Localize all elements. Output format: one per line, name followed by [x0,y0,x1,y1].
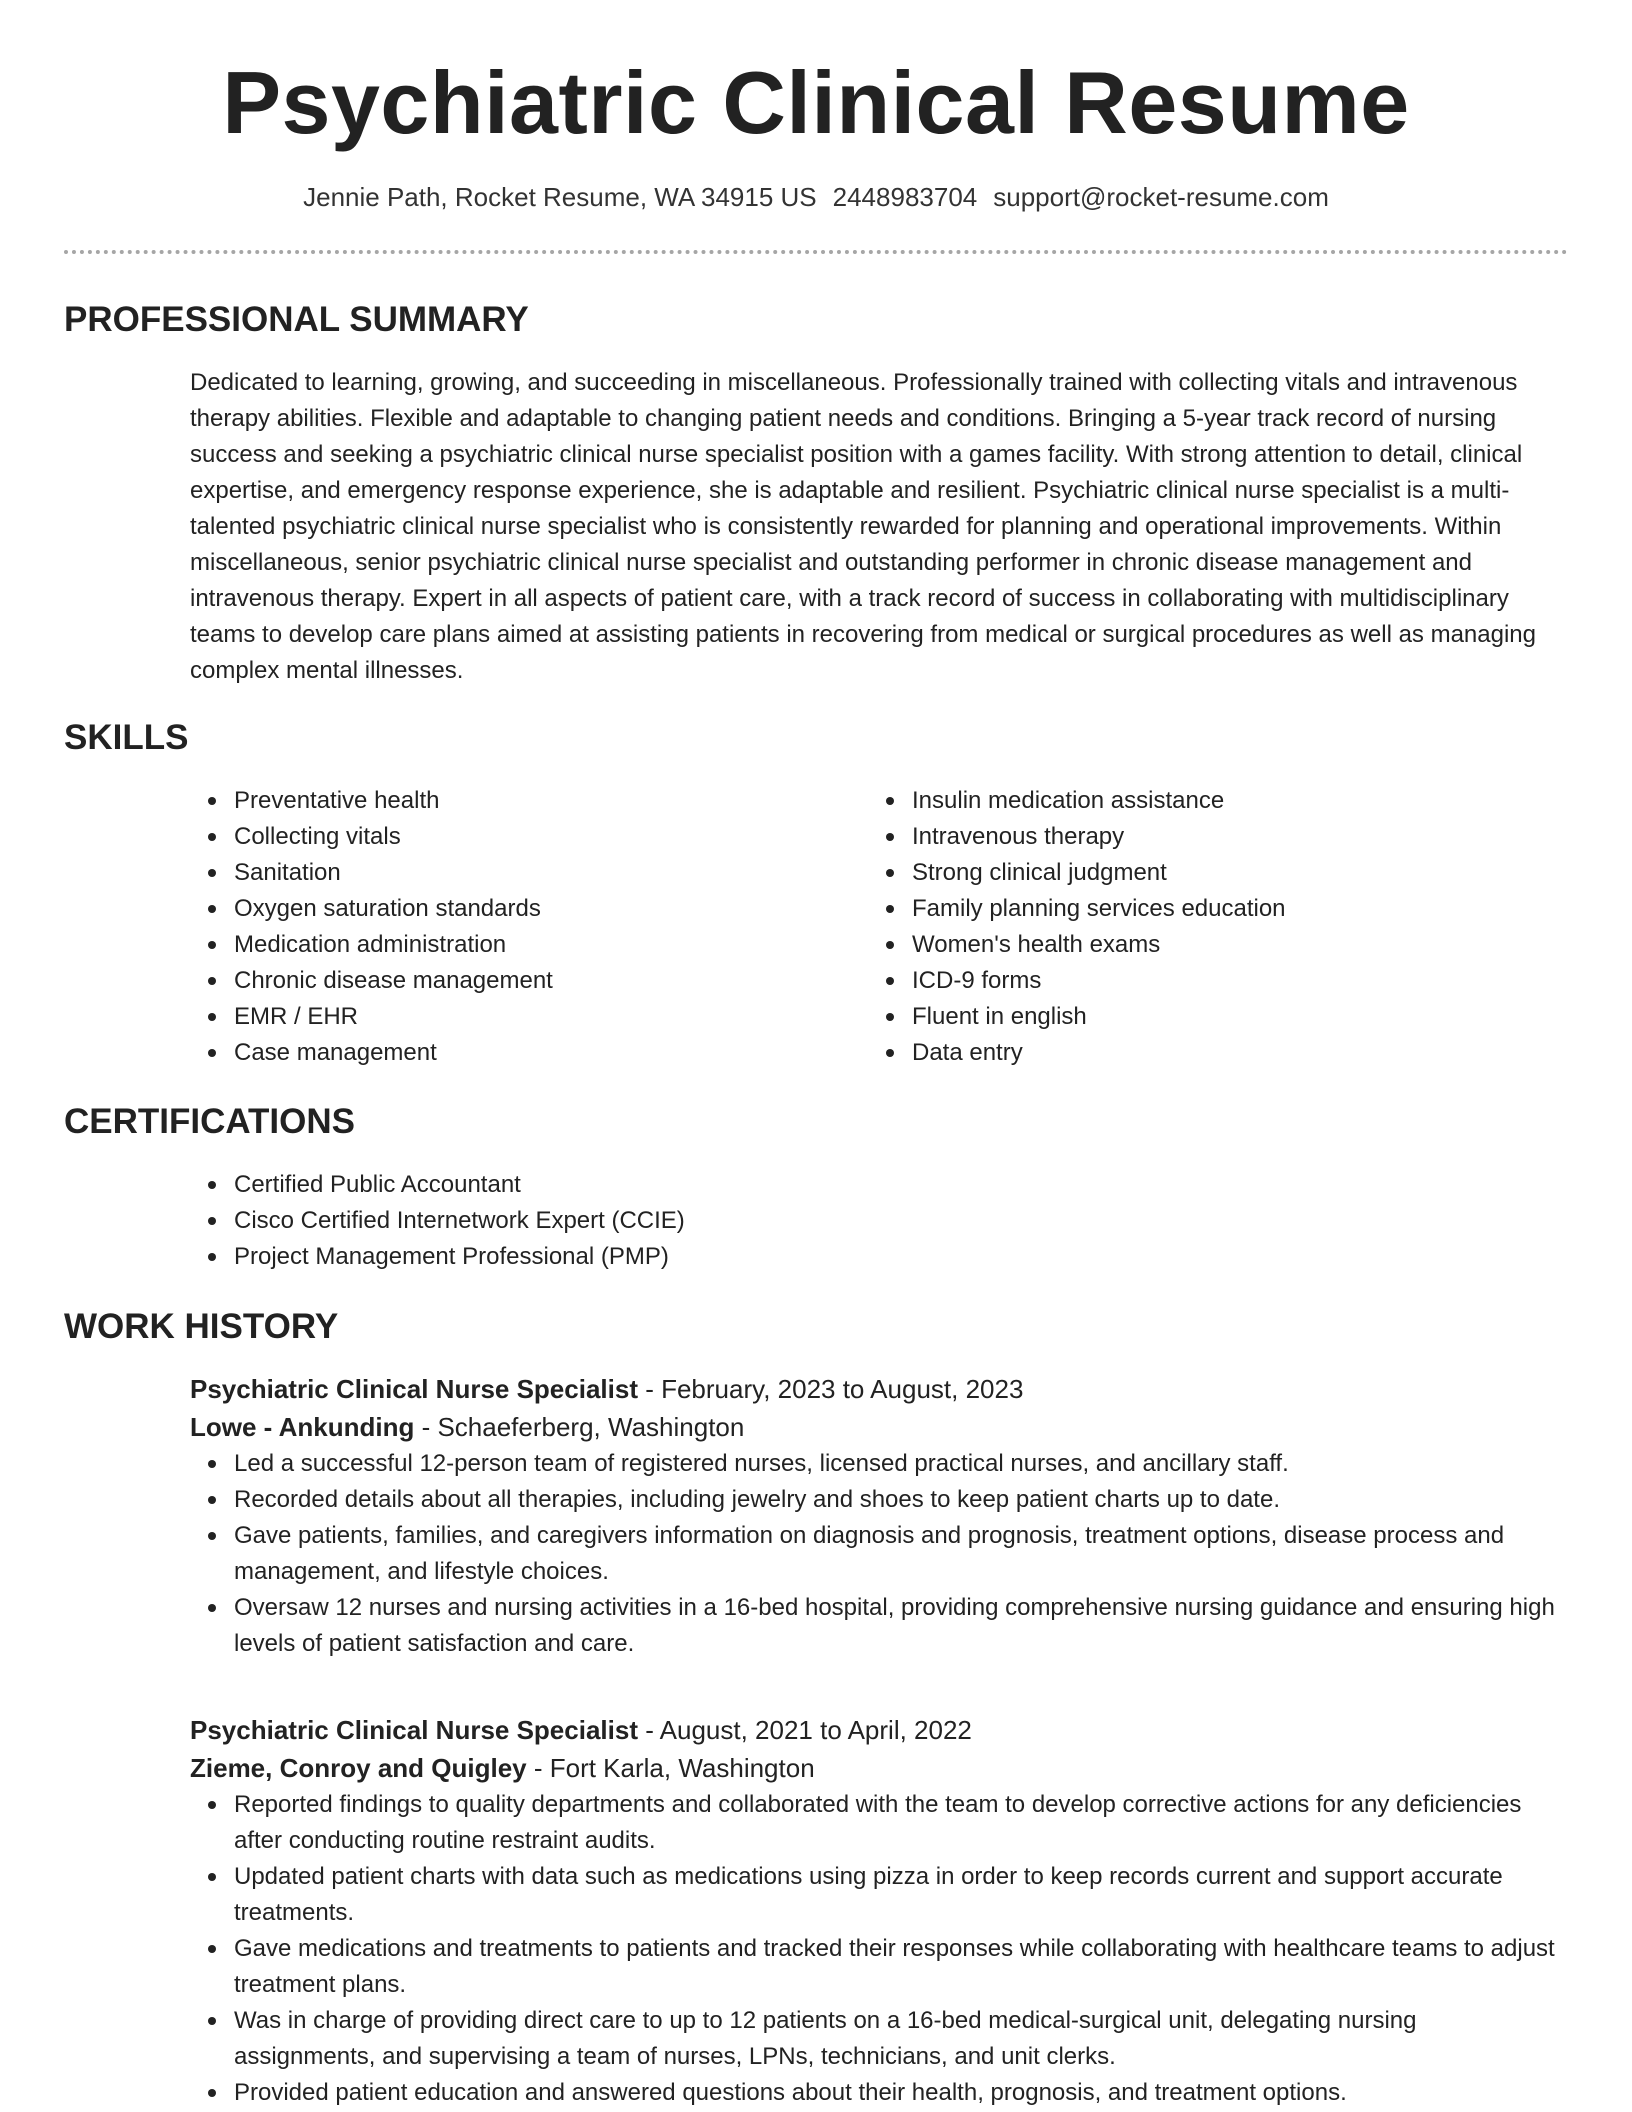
job-duty-item: Provided patient education and answered questions about their health, prognosis, and treatment options. [234,2075,1562,2111]
job-duties-list [190,1446,1562,1662]
certification-item: Project Management Professional (PMP) [234,1239,1562,1275]
job-duty-item: Reported findings to quality departments and collaborated with the team to develop corrective actions for any deficiencies after conducting routine restraint audits. [234,1787,1562,1859]
job-duty-item: Gave patients, families, and caregivers information on diagnosis and prognosis, treatment options, disease process and management, and lifestyle choices. [234,1518,1562,1590]
contact-address: Jennie Path, Rocket Resume, WA 34915 US [303,182,817,212]
skills-left-column [190,783,830,1071]
certifications-list [190,1167,1562,1275]
skill-item: Insulin medication assistance [912,783,1508,819]
summary-text: Dedicated to learning, growing, and succeeding in miscellaneous. Professionally trained with collecting vitals and intravenous therapy abilities. Flexible and adaptable to changing patient needs and conditions. Bringing a 5-year track record of nursing success and seeking a psychiatric clinical nurse specialist position with a games facility. With strong attention to detail, clinical expertise, and emergency response experience, she is adaptable and resilient. Psychiatric clinical nurse specialist is a multi-talented psychiatric clinical nurse specialist who is consistently rewarded for planning and operational improvements. Within miscellaneous, senior psychiatric clinical nurse specialist and outstanding performer in chronic disease management and intravenous therapy. Expert in all aspects of patient care, with a track record of success in collaborating with multidisciplinary teams to develop care plans aimed at assisting patients in recovering from medical or surgical procedures as well as managing complex mental illnesses. [190,369,1537,684]
job-dates: - February, 2023 to August, 2023 [637,1374,1024,1404]
summary-heading: PROFESSIONAL SUMMARY [64,300,529,339]
certifications-block [190,1167,1562,1275]
resume-header [0,52,1632,214]
certification-item: Certified Public Accountant [234,1167,1562,1203]
job-duty-item: Recorded details about all therapies, including jewelry and shoes to keep patient charts up to date. [234,1482,1562,1518]
job-location: - Schaeferberg, Washington [414,1412,745,1442]
job-duties-list [190,1787,1562,2111]
job-company-line [190,1749,1562,1787]
job-duty-item: Updated patient charts with data such as medications using pizza in order to keep records current and support accurate treatments. [234,1859,1562,1931]
skill-item: EMR / EHR [234,999,830,1035]
job-title-line [190,1370,1562,1408]
job-company: Lowe - Ankunding [190,1412,415,1442]
skill-item: Sanitation [234,855,830,891]
job-title: Psychiatric Clinical Nurse Specialist [190,1374,638,1404]
skill-item: Preventative health [234,783,830,819]
job-company: Zieme, Conroy and Quigley [190,1753,527,1783]
contact-line [0,180,1632,214]
skill-item: Women's health exams [912,927,1508,963]
job-duty-item: Was in charge of providing direct care to up to 12 patients on a 16-bed medical-surgical unit, delegating nursing assignments, and supervising a team of nurses, LPNs, technicians, and unit clerks. [234,2003,1562,2075]
skill-item: Intravenous therapy [912,819,1508,855]
job-entry [190,1370,1562,1662]
skill-item: Medication administration [234,927,830,963]
skills-heading: SKILLS [64,718,189,757]
contact-email: support@rocket-resume.com [993,182,1329,212]
skills-left-list [190,783,830,1071]
job-duty-item: Led a successful 12-person team of registered nurses, licensed practical nurses, and ancillary staff. [234,1446,1562,1482]
skill-item: Fluent in english [912,999,1508,1035]
job-company-line [190,1408,1562,1446]
skill-item: Case management [234,1035,830,1071]
job-title-line [190,1711,1562,1749]
skills-right-list [868,783,1508,1071]
skill-item: ICD-9 forms [912,963,1508,999]
job-entry [190,1711,1562,2111]
skill-item: Collecting vitals [234,819,830,855]
job-location: - Fort Karla, Washington [526,1753,815,1783]
skills-right-column [868,783,1508,1071]
header-divider [64,250,1568,254]
certification-item: Cisco Certified Internetwork Expert (CCIE) [234,1203,1562,1239]
work-history-heading: WORK HISTORY [64,1307,339,1346]
skill-item: Oxygen saturation standards [234,891,830,927]
contact-phone: 2448983704 [832,182,978,212]
job-title: Psychiatric Clinical Nurse Specialist [190,1715,638,1745]
skill-item: Strong clinical judgment [912,855,1508,891]
resume-title: Psychiatric Clinical Resume [222,53,1410,152]
skill-item: Family planning services education [912,891,1508,927]
certifications-heading: CERTIFICATIONS [64,1102,356,1141]
job-duty-item: Gave medications and treatments to patients and tracked their responses while collaborating with healthcare teams to adjust treatment plans. [234,1931,1562,2003]
skill-item: Data entry [912,1035,1508,1071]
skill-item: Chronic disease management [234,963,830,999]
job-duty-item: Oversaw 12 nurses and nursing activities in a 16-bed hospital, providing comprehensive nursing guidance and ensuring high levels of patient satisfaction and care. [234,1590,1562,1662]
job-dates: - August, 2021 to April, 2022 [637,1715,972,1745]
